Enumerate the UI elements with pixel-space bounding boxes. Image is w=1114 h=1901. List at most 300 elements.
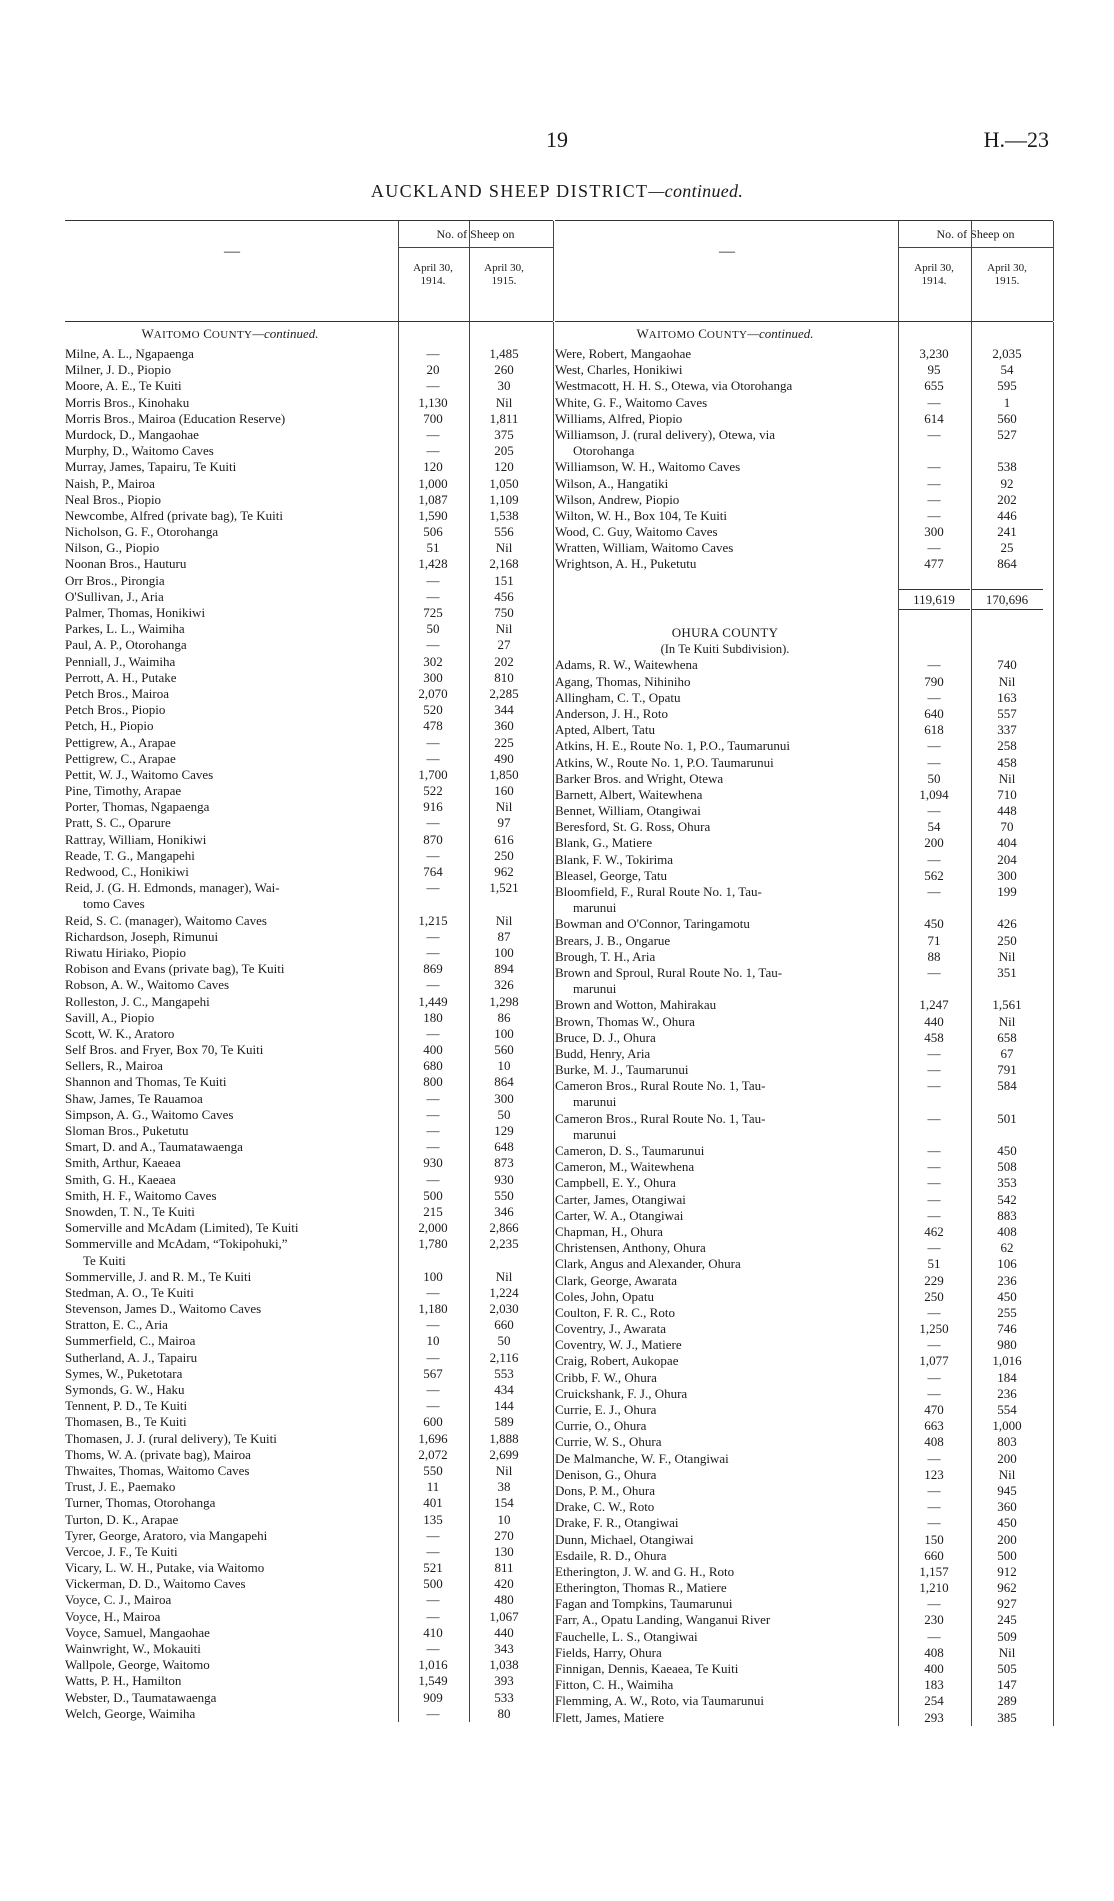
- table-header: [555, 220, 1053, 322]
- owner-name: Stevenson, James D., Waitomo Caves: [65, 1301, 262, 1317]
- owner-name-continuation: marunui: [573, 900, 617, 916]
- owner-name: Carter, James, Otangiwai: [555, 1191, 686, 1207]
- owner-row: [65, 346, 553, 362]
- owner-row: [65, 945, 553, 961]
- sheep-1915: 1,298: [489, 993, 519, 1009]
- sheep-1914: —: [426, 928, 440, 944]
- sheep-1914: —: [426, 734, 440, 750]
- owner-name: Bennet, William, Otangiwai: [555, 803, 701, 819]
- sheep-1914: —: [927, 1240, 941, 1256]
- sheep-1914: —: [426, 1592, 440, 1608]
- owner-name: Newcombe, Alfred (private bag), Te Kuiti: [65, 507, 283, 523]
- owner-name: Milne, A. L., Ngapaenga: [65, 346, 194, 361]
- owner-row: [555, 1693, 1053, 1709]
- sheep-1915: 945: [997, 1482, 1017, 1498]
- owner-name: Robson, A. W., Waitomo Caves: [65, 977, 230, 993]
- owner-name: Pettigrew, A., Arapae: [65, 734, 176, 750]
- sheep-1914: —: [927, 1159, 941, 1175]
- column-rule: [398, 221, 399, 321]
- owner-name: Watts, P. H., Hamilton: [65, 1673, 182, 1689]
- owner-row: [65, 880, 553, 896]
- owner-row: [65, 1463, 553, 1479]
- sheep-1915: 326: [494, 977, 514, 993]
- owner-name: Currie, E. J., Ohura: [555, 1402, 657, 1417]
- sheep-1914: 229: [924, 1272, 944, 1288]
- owner-row: [65, 1447, 553, 1463]
- sheep-1914: 450: [924, 916, 944, 932]
- sheep-1914: —: [426, 880, 440, 896]
- owner-name: Petch Bros., Piopio: [65, 702, 166, 718]
- owner-name: Allingham, C. T., Opatu: [555, 689, 681, 705]
- owner-row: [65, 540, 553, 556]
- sheep-1914: 458: [924, 1029, 944, 1045]
- owner-name: Vicary, L. W. H., Putake, via Waitomo: [65, 1560, 265, 1576]
- owner-name-continuation: tomo Caves: [83, 896, 145, 912]
- owner-name: Williamson, W. H., Waitomo Caves: [555, 459, 741, 475]
- sheep-1914: —: [927, 738, 941, 754]
- sheep-1915: 440: [494, 1624, 514, 1640]
- owner-name: Flett, James, Matiere: [555, 1709, 665, 1725]
- sheep-1914: —: [426, 1284, 440, 1300]
- sheep-1914: 2,070: [418, 685, 448, 701]
- owner-row: [65, 508, 553, 524]
- right-table: [555, 220, 1053, 1726]
- owner-row: [65, 492, 553, 508]
- owner-name: Apted, Albert, Tatu: [555, 722, 655, 738]
- sheep-1915: 420: [494, 1576, 514, 1592]
- section-smallcaps: OUNTY: [706, 329, 748, 341]
- sheep-1914: —: [927, 657, 941, 673]
- owner-name: Voyce, H., Mairoa: [65, 1608, 161, 1624]
- owner-name: Dons, P. M., Ohura: [555, 1482, 656, 1498]
- sheep-1914: 477: [924, 556, 944, 572]
- owner-name: Etherington, J. W. and G. H., Roto: [555, 1563, 735, 1579]
- owner-name: Williams, Alfred, Piopio: [555, 410, 683, 426]
- owner-row: [65, 735, 553, 751]
- sheep-1915: 746: [997, 1321, 1017, 1337]
- sheep-1914: 500: [423, 1576, 443, 1592]
- owner-name: Cameron Bros., Rural Route No. 1, Tau-: [555, 1078, 766, 1094]
- sheep-1914: —: [426, 637, 440, 653]
- sheep-1914: —: [426, 977, 440, 993]
- sheep-1915: 648: [494, 1139, 514, 1155]
- sheep-1915: 250: [997, 932, 1017, 948]
- sheep-1915: 1,888: [489, 1430, 519, 1446]
- sheep-1914: —: [927, 689, 941, 705]
- sheep-1914: 11: [426, 1479, 440, 1495]
- sheep-1915: 38: [497, 1479, 511, 1495]
- sheep-1914: —: [426, 588, 440, 604]
- owner-name: Nilson, G., Piopio: [65, 540, 160, 556]
- sheep-1915: 25: [1000, 540, 1014, 556]
- owner-row: [65, 1091, 553, 1107]
- owner-name: Wilson, Andrew, Piopio: [555, 491, 680, 507]
- sheep-1914: 100: [423, 1268, 443, 1284]
- sheep-1915: 120: [494, 459, 514, 475]
- sheep-1914: 215: [423, 1203, 443, 1219]
- owner-name: Drake, F. R., Otangiwai: [555, 1515, 679, 1531]
- sheep-1915: 450: [997, 1143, 1017, 1158]
- owner-row: [555, 916, 1053, 932]
- owner-name: Coventry, J., Awarata: [555, 1321, 666, 1337]
- owner-row: [65, 1333, 553, 1349]
- sheep-1915: 202: [494, 653, 514, 669]
- sheep-1915: 353: [997, 1175, 1017, 1191]
- sheep-1915: 97: [497, 815, 511, 831]
- owner-row: [65, 476, 553, 492]
- owner-name: Cribb, F. W., Ohura: [555, 1369, 657, 1385]
- owner-row: [65, 1123, 553, 1139]
- sheep-1915: 199: [997, 884, 1017, 899]
- owner-name: Savill, A., Piopio: [65, 1009, 155, 1025]
- owner-name: Scott, W. K., Aratoro: [65, 1025, 175, 1041]
- owner-row: [65, 1592, 553, 1608]
- sheep-1915: 270: [494, 1527, 514, 1543]
- sheep-1915: 10: [497, 1511, 511, 1527]
- sheep-1914: —: [927, 1191, 941, 1207]
- spacer-row: [555, 573, 1053, 589]
- owner-name: Atkins, H. E., Route No. 1, P.O., Taumarunui: [555, 738, 791, 754]
- owner-name: Bruce, D. J., Ohura: [555, 1029, 656, 1045]
- sheep-1915: 255: [997, 1304, 1017, 1320]
- sheep-1914: 150: [924, 1531, 944, 1547]
- sheep-1914: 618: [924, 722, 944, 738]
- owner-row: [65, 637, 553, 653]
- sheep-1914: 562: [924, 867, 944, 883]
- owner-row: [65, 1285, 553, 1301]
- owner-name: Perrott, A. H., Putake: [65, 669, 177, 685]
- sheep-1915: Nil: [495, 912, 513, 928]
- owner-name: Barker Bros. and Wright, Otewa: [555, 770, 724, 786]
- sheep-1915: 616: [494, 831, 514, 847]
- owner-name: Cameron, D. S., Taumarunui: [555, 1143, 705, 1158]
- sheep-1914: 1,247: [919, 997, 949, 1013]
- sheep-1915: 2,285: [489, 685, 519, 701]
- sheep-1915: 1,038: [489, 1657, 519, 1673]
- owner-row: [555, 933, 1053, 949]
- owner-name: Beresford, St. G. Ross, Ohura: [555, 819, 711, 835]
- sheep-1915: 538: [997, 459, 1017, 475]
- owner-row: [65, 1317, 553, 1333]
- sheep-1915: 1,561: [992, 997, 1022, 1013]
- sheep-1915: 250: [494, 847, 514, 863]
- owner-name: Barnett, Albert, Waitewhena: [555, 786, 703, 802]
- sheep-1915: 533: [494, 1689, 514, 1705]
- sheep-1914: —: [426, 1398, 440, 1414]
- owner-row: [65, 1366, 553, 1382]
- owner-name: Porter, Thomas, Ngapaenga: [65, 799, 210, 815]
- sheep-1914: 95: [927, 362, 941, 378]
- owner-name: Robison and Evans (private bag), Te Kuiti: [65, 961, 285, 977]
- county-section-heading: [555, 322, 1053, 346]
- owner-row: [555, 1515, 1053, 1531]
- sheep-1914: —: [927, 1385, 941, 1401]
- owner-name: Currie, W. S., Ohura: [555, 1434, 662, 1450]
- sheep-1914: 1,157: [919, 1563, 949, 1579]
- sheep-1915: 962: [494, 864, 514, 879]
- sheep-1915: Nil: [495, 799, 513, 815]
- sheep-1914: 1,180: [418, 1301, 448, 1317]
- owner-row: [555, 1337, 1053, 1353]
- owner-row: [65, 1609, 553, 1625]
- owner-name: Sommerville, J. and R. M., Te Kuiti: [65, 1268, 252, 1284]
- owner-row: [65, 1042, 553, 1058]
- owner-name: West, Charles, Honikiwi: [555, 362, 683, 378]
- sheep-1915: 1: [1003, 394, 1011, 410]
- sheep-1915: 2,116: [489, 1349, 519, 1365]
- sheep-1914: —: [927, 1337, 941, 1353]
- owner-name: Symes, W., Puketotara: [65, 1365, 183, 1381]
- owner-row: [555, 1483, 1053, 1499]
- owner-row: [65, 751, 553, 767]
- owner-row: [555, 1143, 1053, 1159]
- sheep-1914: —: [426, 1527, 440, 1543]
- sheep-1915: 106: [997, 1256, 1017, 1272]
- sheep-1915: 375: [494, 426, 514, 442]
- owner-name: White, G. F., Waitomo Caves: [555, 394, 708, 410]
- header-group-label: No. of Sheep on: [398, 221, 553, 248]
- owner-name: Brears, J. B., Ongarue: [555, 932, 671, 948]
- owner-row: [65, 1512, 553, 1528]
- title-main: AUCKLAND SHEEP DISTRICT: [370, 181, 649, 201]
- owner-name: Pettigrew, C., Arapae: [65, 750, 176, 766]
- owner-name: Penniall, J., Waimiha: [65, 653, 176, 669]
- sheep-1915: 660: [494, 1317, 514, 1333]
- owner-row: [555, 459, 1053, 475]
- owner-row: [65, 1560, 553, 1576]
- owner-name: Brown and Sproul, Rural Route No. 1, Tau-: [555, 964, 783, 980]
- sheep-1915: Nil: [998, 1013, 1016, 1029]
- owner-name: Budd, Henry, Aria: [555, 1045, 651, 1061]
- owner-row-continuation: [555, 1127, 1053, 1143]
- sheep-1914: 870: [423, 831, 443, 847]
- owner-row: [555, 690, 1053, 706]
- owner-row: [555, 1564, 1053, 1580]
- sheep-1915: 50: [497, 1106, 511, 1122]
- sheep-1914: 1,449: [418, 993, 448, 1009]
- owner-name: Finnigan, Dennis, Kaeaea, Te Kuiti: [555, 1661, 739, 1676]
- owner-name: Cameron Bros., Rural Route No. 1, Tau-: [555, 1110, 766, 1126]
- sheep-1915: 30: [497, 378, 511, 394]
- sheep-1914: —: [426, 1025, 440, 1041]
- sheep-1915: 480: [494, 1592, 514, 1608]
- owner-row: [65, 654, 553, 670]
- owner-row: [555, 1434, 1053, 1450]
- sheep-1914: 800: [423, 1074, 443, 1090]
- owner-name: Bowman and O'Connor, Taringamotu: [555, 916, 750, 932]
- sheep-1915: 710: [997, 786, 1017, 802]
- owner-name: Carter, W. A., Otangiwai: [555, 1207, 684, 1223]
- sheep-1915: 2,235: [489, 1236, 519, 1252]
- owner-name: Wood, C. Guy, Waitomo Caves: [555, 524, 718, 540]
- owner-name: Coulton, F. R. C., Roto: [555, 1304, 675, 1320]
- sheep-1914: 506: [423, 524, 443, 540]
- sheep-1915: 434: [494, 1382, 514, 1397]
- table-body: [65, 322, 553, 1722]
- section-initial: W: [141, 326, 154, 341]
- column-rule: [898, 221, 899, 321]
- owner-name: Smith, G. H., Kaeaea: [65, 1171, 176, 1187]
- owner-row: [65, 1107, 553, 1123]
- sheep-1915: 10: [497, 1058, 511, 1074]
- sheep-1914: 51: [426, 540, 440, 556]
- sheep-1914: 300: [924, 524, 944, 540]
- owner-name: Burke, M. J., Taumarunui: [555, 1062, 689, 1078]
- owner-row: [555, 1240, 1053, 1256]
- owner-row: [65, 1690, 553, 1706]
- sheep-1915: 404: [997, 835, 1017, 851]
- owner-row: [555, 1645, 1053, 1661]
- owner-row: [555, 1192, 1053, 1208]
- sheep-1915: 556: [494, 524, 514, 540]
- sheep-1914: —: [426, 443, 440, 459]
- sheep-1914: 2,000: [418, 1220, 448, 1236]
- sheep-1914: 916: [423, 799, 443, 815]
- owner-row: [555, 1612, 1053, 1628]
- sheep-1915: 554: [997, 1402, 1017, 1417]
- sheep-1915: 163: [997, 689, 1017, 705]
- owner-name: Currie, O., Ohura: [555, 1418, 647, 1434]
- sheep-1915: 811: [494, 1560, 514, 1576]
- owner-name-continuation: Otorohanga: [573, 443, 635, 459]
- sheep-1915: 560: [494, 1042, 514, 1058]
- owner-name: Christensen, Anthony, Ohura: [555, 1240, 706, 1256]
- sheep-1914: 567: [423, 1365, 443, 1381]
- owner-row: [555, 657, 1053, 673]
- sheep-1914: 408: [924, 1434, 944, 1450]
- owner-name: Wainwright, W., Mokauiti: [65, 1641, 201, 1656]
- owner-row: [65, 1625, 553, 1641]
- section-continued: —continued.: [747, 326, 814, 341]
- owner-row: [65, 621, 553, 637]
- section-smallcaps: OUNTY: [211, 329, 253, 341]
- sheep-1915: 505: [997, 1661, 1017, 1676]
- owner-row: [555, 378, 1053, 394]
- owner-name: Wilton, W. H., Box 104, Te Kuiti: [555, 507, 728, 523]
- owner-row: [65, 427, 553, 443]
- sheep-1914: —: [927, 1175, 941, 1191]
- sheep-1914: 3,230: [919, 346, 949, 361]
- owner-name: Brown, Thomas W., Ohura: [555, 1013, 695, 1029]
- sheep-1914: 1,780: [418, 1236, 448, 1252]
- total-row: [555, 589, 1053, 609]
- owner-name: Chapman, H., Ohura: [555, 1223, 663, 1239]
- sheep-1915: 258: [997, 738, 1017, 754]
- owner-row: [555, 524, 1053, 540]
- sheep-1915: 1,050: [489, 475, 519, 491]
- owner-name: Thomasen, J. J. (rural delivery), Te Kuiti: [65, 1430, 277, 1446]
- sheep-1914: 54: [927, 819, 941, 835]
- owner-row: [555, 1661, 1053, 1677]
- section-heading-text: [65, 322, 395, 347]
- owner-name: Stedman, A. O., Te Kuiti: [65, 1284, 194, 1300]
- sheep-1915: 385: [997, 1709, 1017, 1725]
- owner-row: [555, 1062, 1053, 1078]
- owner-name: De Malmanche, W. F., Otangiwai: [555, 1450, 729, 1466]
- owner-name: Sommerville and McAdam, “Tokipohuki,”: [65, 1236, 288, 1252]
- owner-row: [65, 1528, 553, 1544]
- sheep-1914: —: [927, 1515, 941, 1531]
- owner-row: [65, 605, 553, 621]
- owner-row: [65, 1301, 553, 1317]
- sheep-1915: 426: [997, 916, 1017, 932]
- sheep-1914: —: [426, 1123, 440, 1138]
- owner-row-continuation: [555, 1094, 1053, 1110]
- owner-row: [555, 868, 1053, 884]
- sheep-1914: 1,215: [418, 912, 448, 928]
- sheep-1914: —: [927, 1143, 941, 1158]
- owner-row: [555, 997, 1053, 1013]
- sheep-1915: 1,538: [489, 507, 519, 523]
- sheep-1914: —: [426, 1171, 440, 1187]
- sheep-1914: 930: [423, 1155, 443, 1171]
- sheep-1914: 790: [924, 673, 944, 689]
- sheep-1915: 810: [494, 669, 514, 685]
- header-col-1914: April 30, 1914.: [914, 262, 954, 287]
- sheep-1914: 71: [927, 932, 941, 948]
- owner-row: [555, 803, 1053, 819]
- owner-name: Pine, Timothy, Arapae: [65, 783, 182, 799]
- county-section-heading: [65, 322, 553, 346]
- owner-row: [555, 1175, 1053, 1191]
- owner-row: [65, 1414, 553, 1430]
- sheep-1914: 462: [924, 1223, 944, 1239]
- sheep-1915: 351: [997, 964, 1017, 980]
- header-col-1915: April 30, 1915.: [484, 262, 524, 287]
- owner-name: Adams, R. W., Waitewhena: [555, 657, 698, 673]
- owner-name: Richardson, Joseph, Rimunui: [65, 928, 219, 944]
- sheep-1915: 560: [997, 410, 1017, 426]
- owner-name: Simpson, A. G., Waitomo Caves: [65, 1106, 234, 1122]
- sheep-1914: 400: [924, 1661, 944, 1676]
- owner-name: Somerville and McAdam (Limited), Te Kuiti: [65, 1220, 299, 1236]
- owner-name: Tennent, P. D., Te Kuiti: [65, 1398, 188, 1414]
- title-suffix: —continued.: [648, 181, 744, 201]
- owner-name: Murray, James, Tapairu, Te Kuiti: [65, 459, 237, 475]
- sheep-1914: —: [927, 475, 941, 491]
- sheep-1915: 408: [997, 1223, 1017, 1239]
- owner-row: [65, 1398, 553, 1414]
- sheep-1914: —: [927, 851, 941, 867]
- owner-name: Dunn, Michael, Otangiwai: [555, 1531, 694, 1547]
- sheep-1914: —: [927, 1207, 941, 1223]
- sheep-1914: 614: [924, 410, 944, 426]
- sheep-1915: 360: [997, 1499, 1017, 1515]
- sheep-1915: 50: [497, 1333, 511, 1349]
- owner-row: [65, 832, 553, 848]
- owner-name: Bloomfield, F., Rural Route No. 1, Tau-: [555, 884, 762, 899]
- owner-row: [65, 1431, 553, 1447]
- sheep-1914: —: [426, 346, 440, 361]
- sheep-1915: 80: [497, 1705, 511, 1721]
- owner-name: Welch, George, Waimiha: [65, 1705, 196, 1721]
- sheep-1915: 446: [997, 507, 1017, 523]
- owner-name: Fitton, C. H., Waimiha: [555, 1677, 674, 1693]
- sheep-1914: 663: [924, 1418, 944, 1434]
- sheep-1914: 522: [423, 783, 443, 799]
- owner-row: [65, 1155, 553, 1171]
- column-rule: [898, 322, 899, 1726]
- owner-row: [555, 1467, 1053, 1483]
- owner-row: [555, 1208, 1053, 1224]
- sheep-1914: 640: [924, 705, 944, 721]
- owner-name: Rattray, William, Honikiwi: [65, 831, 207, 847]
- sheep-1914: 440: [924, 1013, 944, 1029]
- column-rule: [971, 322, 972, 1726]
- owner-row: [65, 1350, 553, 1366]
- column-rule: [1053, 221, 1054, 321]
- owner-row: [65, 1382, 553, 1398]
